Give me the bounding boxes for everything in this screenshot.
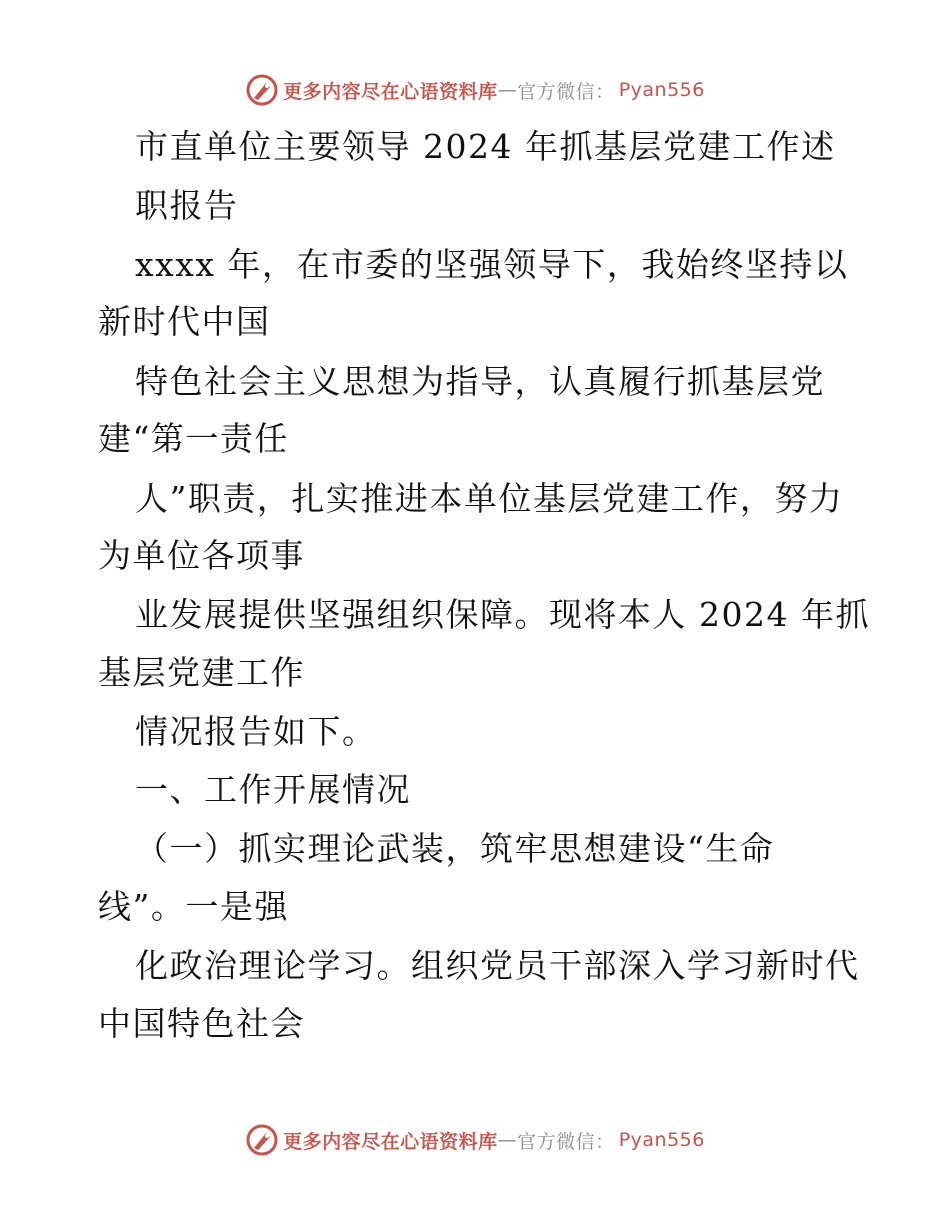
paragraph-line: 线”。一是强 (98, 887, 289, 926)
watermark-brand: 更多内容尽在心语资料库 (283, 1130, 498, 1153)
paragraph-line: 为单位各项事 (98, 536, 305, 575)
watermark-dash: — (497, 1129, 518, 1151)
paragraph-line: 中国特色社会 (98, 1004, 305, 1043)
header-watermark (0, 70, 950, 110)
pen-nib-logo-icon (245, 73, 279, 107)
watermark-wechat-id: Pyan556 (618, 1129, 705, 1151)
subsection-heading-line: （一）抓实理论武装，筑牢思想建设“生命 (135, 829, 775, 868)
paragraph-line: 业发展提供坚强组织保障。现将本人 2024 年抓 (135, 595, 870, 634)
watermark-brand: 更多内容尽在心语资料库 (283, 80, 498, 103)
document-title-line-1: 市直单位主要领导 2024 年抓基层党建工作述 (135, 127, 836, 166)
pen-nib-logo-icon (245, 1123, 279, 1157)
paragraph-line: 情况报告如下。 (135, 712, 377, 751)
document-title-line-2: 职报告 (135, 186, 239, 225)
paragraph-line: 新时代中国 (98, 302, 271, 341)
watermark-wechat-label: 官方微信： (517, 1130, 615, 1153)
watermark-dash: — (497, 79, 518, 101)
watermark-wechat-id: Pyan556 (618, 79, 705, 101)
watermark-wechat-label: 官方微信： (517, 80, 615, 103)
paragraph-line: 化政治理论学习。组织党员干部深入学习新时代 (135, 946, 860, 985)
paragraph-line: xxxx 年，在市委的坚强领导下，我始终坚持以 (135, 245, 849, 284)
paragraph-line: 基层党建工作 (98, 653, 305, 692)
paragraph-line: 人”职责，扎实推进本单位基层党建工作，努力 (135, 479, 844, 518)
footer-watermark (0, 1120, 950, 1160)
paragraph-line: 特色社会主义思想为指导，认真履行抓基层党 (135, 362, 825, 401)
paragraph-line: 建“第一责任 (98, 419, 289, 458)
section-heading: 一、工作开展情况 (135, 770, 411, 809)
